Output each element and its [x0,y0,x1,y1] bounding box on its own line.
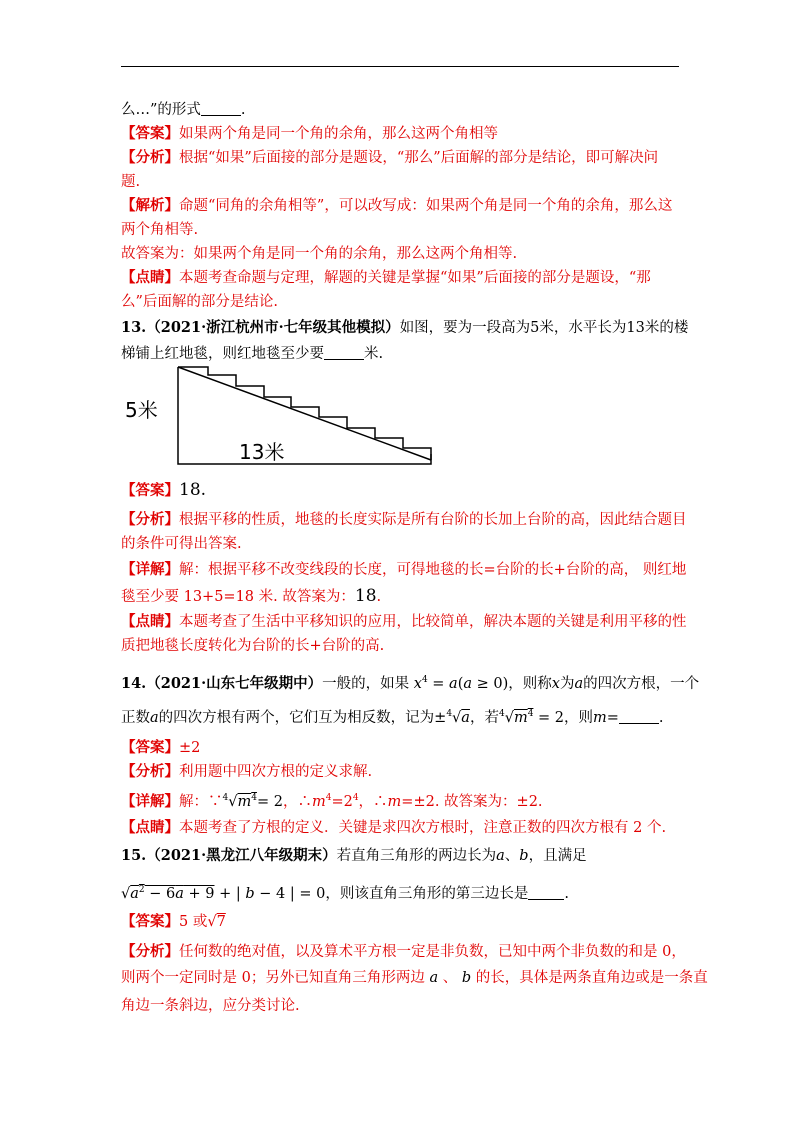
q15-answer: 【答案】5 或√7 [121,913,226,930]
prev-comment-cont: 么”后面解的部分是结论. [121,294,279,310]
prev-analysis: 【分析】根据“如果”后面接的部分是题设，“那么”后面解的部分是结论，即可解决问 [121,149,659,166]
q14-analysis: 【分析】利用题中四次方根的定义求解. [121,763,373,780]
q14-condition-formula: $x^4 = a(a \ge 0)$ [413,675,509,692]
q14-detail: 【详解】解：$\because^4√m^4= 2$，$\therefore m^4=2^4$，∴m=±2. 故答案为：±2. [121,792,543,810]
q13-comment: 【点睛】本题考查了生活中平移知识的应用，比较简单，解决本题的关键是利用平移的性 [121,613,687,630]
q15-stem-cont: $√a^2 - 6a + 9$ + | b − 4 | = 0，则该直角三角形的第三边长是 . [121,885,569,902]
q15-condition-formula: $√a^2 - 6a + 9$ + | b − 4 | = 0 [121,885,326,902]
q13-detail-cont: 毯至少要 13+5=18 米. 故答案为：18. [121,586,382,606]
q13-analysis: 【分析】根据平移的性质，地毯的长度实际是所有台阶的长加上台阶的高，因此结合题目 [121,511,687,528]
q13-answer: 【答案】18. [121,480,207,500]
prev-analysis-cont: 题. [121,174,141,190]
figure-length-label: 13米 [239,440,285,464]
prev-question-tail: 么…”的形式 . [121,102,246,118]
q14-stem-cont: 正数a的四次方根有两个，它们互为相反数，记为±$^4$√a，若$^4√m^4 = 2$，则m= . [121,709,664,726]
q13-stem-cont: 梯铺上红地毯，则红地毯至少要 米. [121,346,384,362]
stair-hypotenuse [178,367,431,460]
prev-comment: 【点睛】本题考查命题与定理，解题的关键是掌握“如果”后面接的部分是题设，“那 [121,269,651,286]
q13-stem: 13.（2021·浙江杭州市·七年级其他模拟）如图，要为一段高为5米，水平长为13米的楼 [121,319,689,336]
prev-jiexi: 【解析】命题“同角的余角相等”，可以改写成：如果两个角是同一个角的余角，那么这 [121,197,673,214]
header-rule [121,66,679,67]
staircase-figure [121,362,441,472]
q13-analysis-cont: 的条件可得出答案. [121,536,242,552]
prev-answer: 【答案】如果两个角是同一个角的余角，那么这两个角相等 [121,125,498,142]
q13-comment-cont: 质把地毯长度转化为台阶的长+台阶的高. [121,638,385,654]
q15-analysis-cont2: 角边一条斜边，应分类讨论. [121,998,300,1014]
q15-analysis-cont: 则两个一定同时是 0；另外已知直角三角形两边 a 、 b 的长，具体是两条直角边或是一条直 [121,970,708,986]
q15-stem: 15.（2021·黑龙江八年级期末）若直角三角形的两边长为a、b，且满足 [121,847,587,864]
prev-jiexi-conclusion: 故答案为：如果两个角是同一个角的余角，那么这两个角相等. [121,246,518,262]
q14-stem: 14.（2021·山东七年级期中）一般的，如果 $x^4 = a(a \ge 0)$，则称x为a的四次方根，一个 [121,674,700,692]
figure-height-label: 5米 [125,398,158,422]
q14-answer: 【答案】±2 [121,739,201,756]
q14-root-notation: $^4$√a [446,709,470,726]
q14-given-formula: $^4√m^4 = 2$ [498,709,565,726]
q13-detail: 【详解】解：根据平移不改变线段的长度，可得地毯的长=台阶的长+台阶的高， 则红地 [121,561,687,578]
q15-analysis: 【分析】任何数的绝对值，以及算术平方根一定是非负数，已知中两个非负数的和是 0， [121,943,686,960]
prev-jiexi-cont: 两个角相等. [121,222,199,238]
q14-comment: 【点睛】本题考查了方根的定义．关键是求四次方根时，注意正数的四次方根有 2 个. [121,819,667,836]
